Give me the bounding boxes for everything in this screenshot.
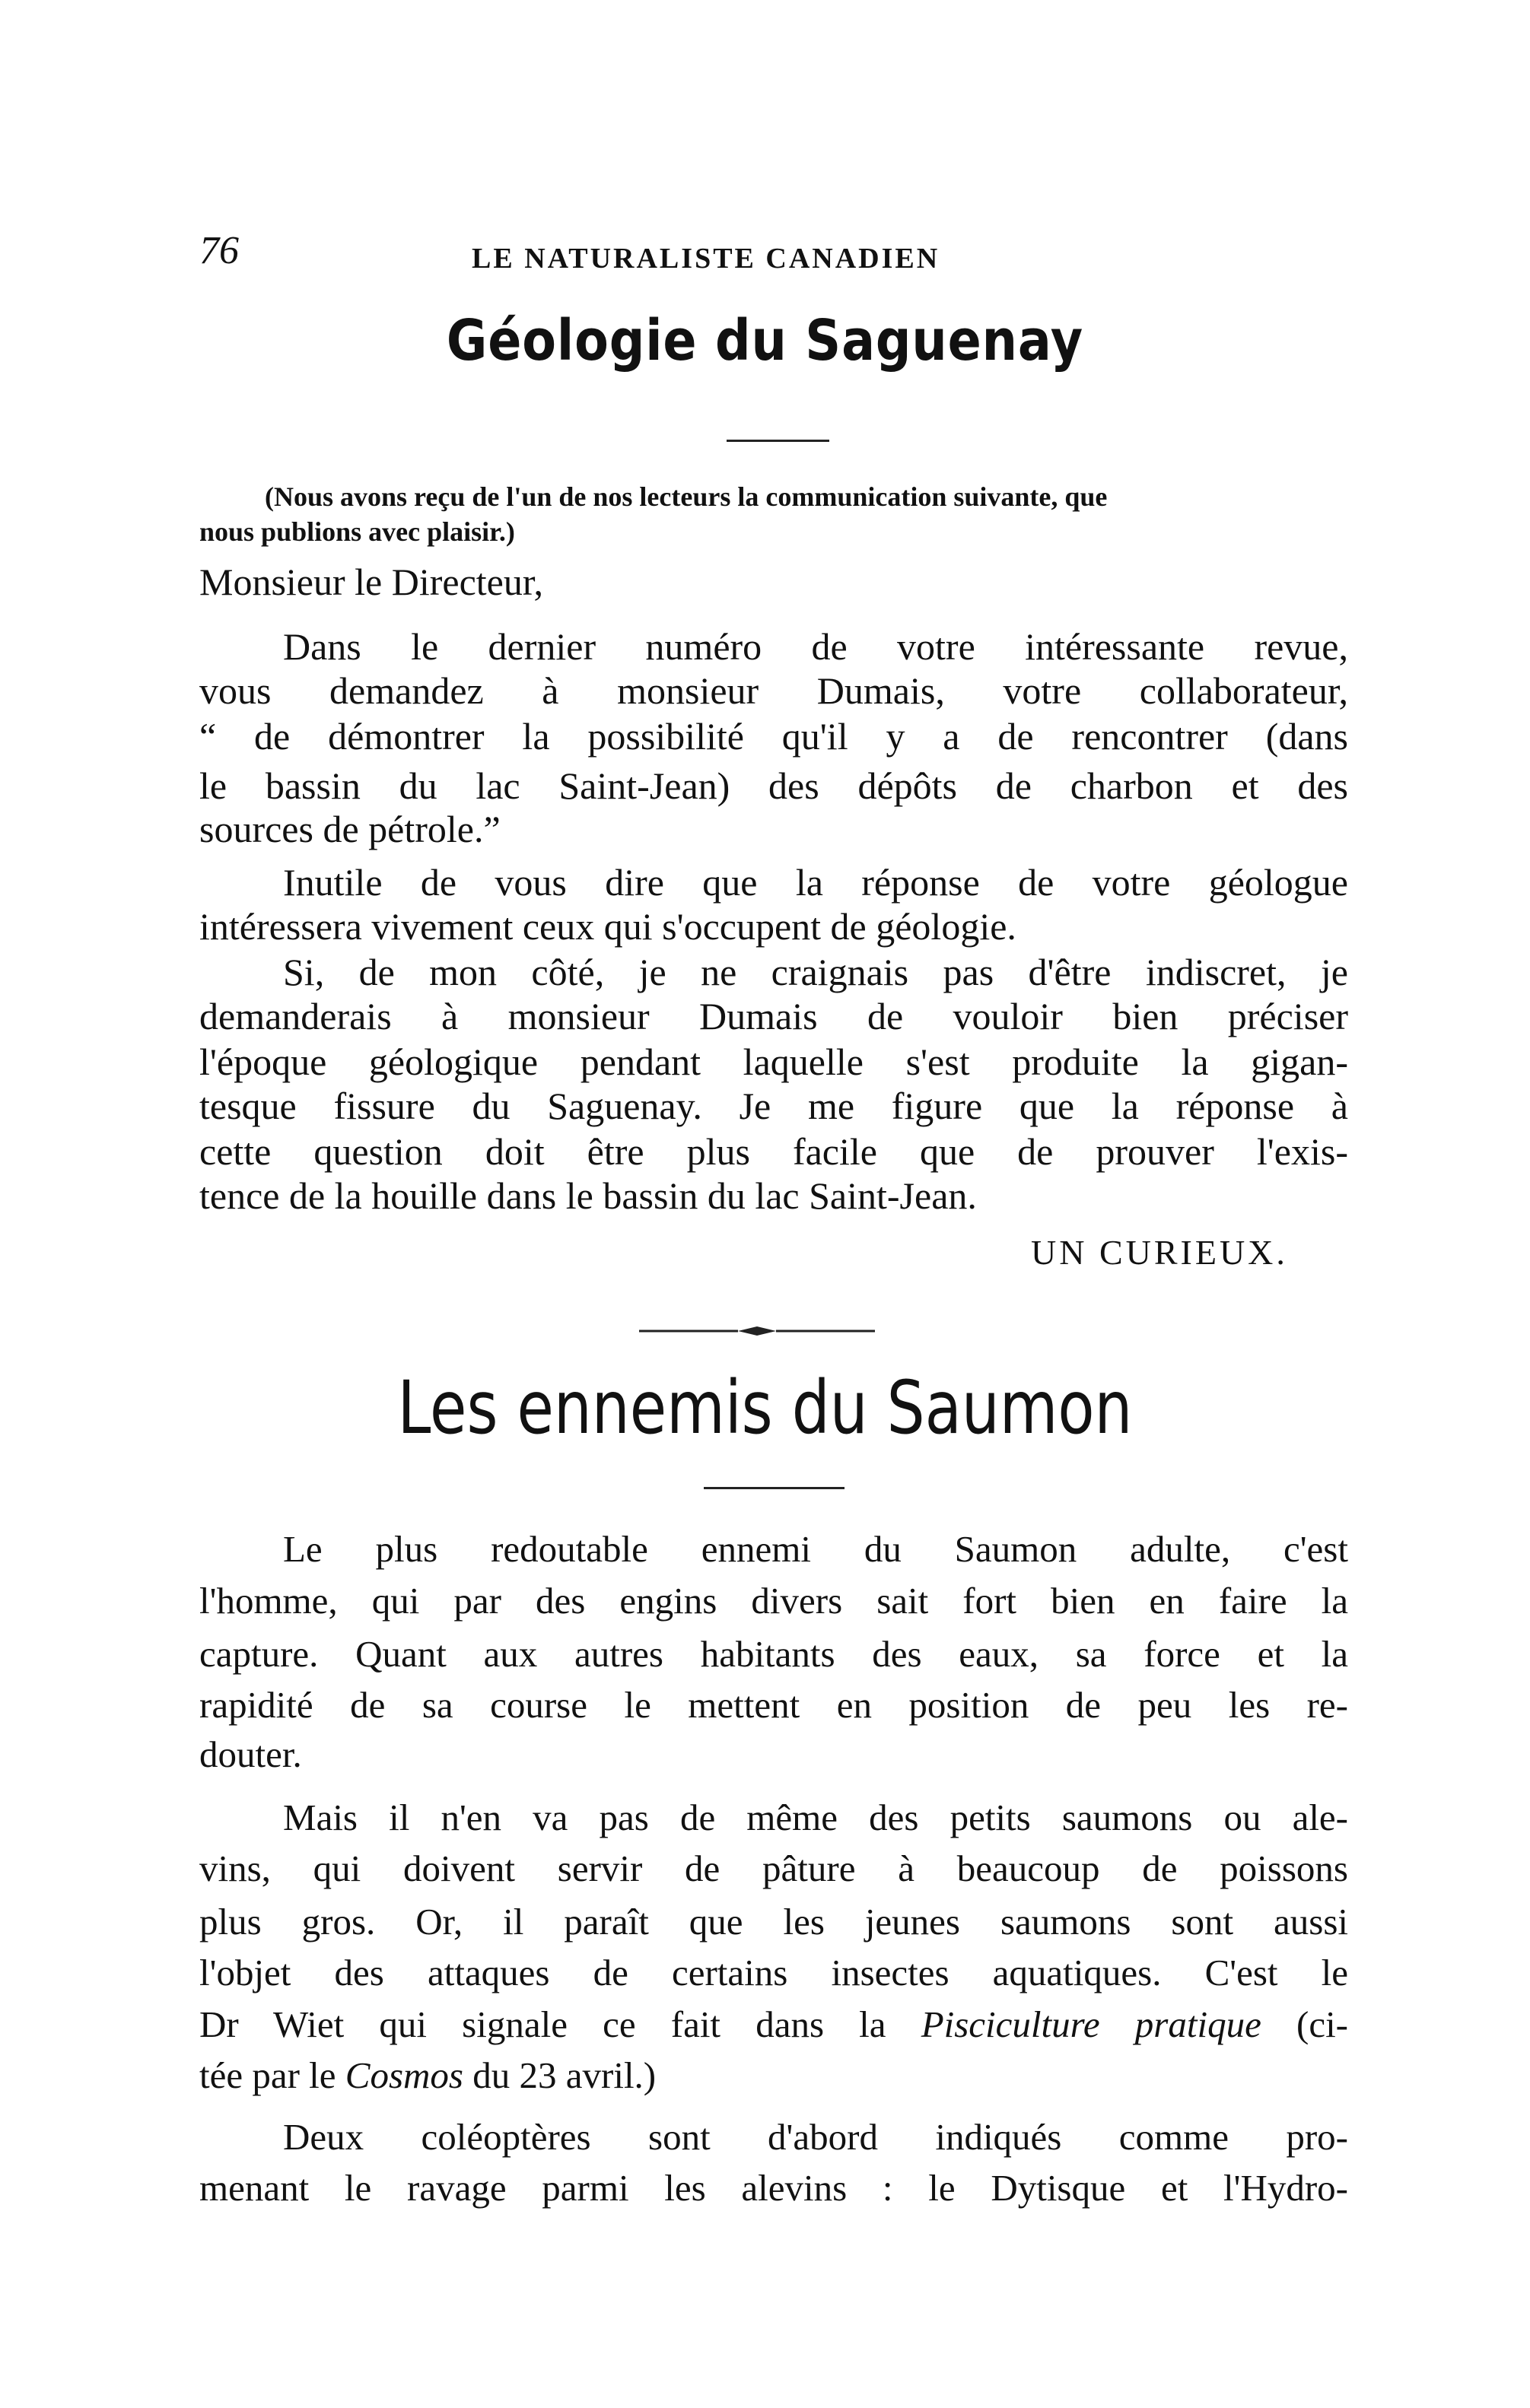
editor-note-line: (Nous avons reçu de l'un de nos lecteurs la communication suivante, que xyxy=(265,481,1108,512)
ornament-divider xyxy=(639,1323,875,1339)
body-line xyxy=(199,2000,1348,2049)
body-line: demanderais à monsieur Dumais de vouloir bien préciser xyxy=(199,995,1348,1037)
body-line: sources de pétrole.” xyxy=(199,808,501,850)
body-line: menant le ravage parmi les alevins : le Dytisque et l'Hydro- xyxy=(199,2167,1348,2209)
body-line: l'homme, qui par des engins divers sait fort bien en faire la xyxy=(199,1580,1348,1622)
text-run: (ci- xyxy=(1261,2003,1348,2045)
body-line: vins, qui doivent servir de pâture à beaucoup de poissons xyxy=(199,1847,1348,1889)
page-number: 76 xyxy=(199,229,239,272)
text-run: du 23 avril.) xyxy=(463,2054,657,2096)
body-line: le bassin du lac Saint-Jean) des dépôts de charbon et des xyxy=(199,764,1348,807)
salutation: Monsieur le Directeur, xyxy=(199,561,544,603)
body-line: Si, de mon côté, je ne craignais pas d'être indiscret, je xyxy=(283,951,1348,993)
signature: UN CURIEUX. xyxy=(1031,1233,1288,1272)
body-line: Le plus redoutable ennemi du Saumon adulte, c'est xyxy=(283,1528,1348,1570)
title-rule xyxy=(727,440,829,442)
body-line: l'époque géologique pendant laquelle s'est produite la gigan- xyxy=(199,1040,1348,1083)
running-head: LE NATURALISTE CANADIEN xyxy=(472,243,940,275)
body-line: tesque fissure du Saguenay. Je me figure que la réponse à xyxy=(199,1085,1348,1127)
body-line: rapidité de sa course le mettent en position de peu les re- xyxy=(199,1684,1348,1726)
article-title-geologie: Géologie du Saguenay xyxy=(446,308,1084,373)
body-line: plus gros. Or, il paraît que les jeunes saumons sont aussi xyxy=(199,1901,1348,1943)
body-line: Dans le dernier numéro de votre intéressante revue, xyxy=(283,625,1348,668)
body-line: cette question doit être plus facile que de prouver l'exis- xyxy=(199,1130,1348,1173)
body-line: Inutile de vous dire que la réponse de votre géologue xyxy=(283,861,1348,904)
italic-title: Pisciculture pratique xyxy=(921,2003,1261,2045)
editor-note-line: nous publions avec plaisir.) xyxy=(199,516,515,547)
body-line: Deux coléoptères sont d'abord indiqués comme pro- xyxy=(283,2116,1348,2158)
body-line: douter. xyxy=(199,1733,302,1775)
body-line: intéressera vivement ceux qui s'occupent de géologie. xyxy=(199,905,1016,948)
article-title-saumon: Les ennemis du Saumon xyxy=(397,1365,1133,1450)
body-line: Mais il n'en va pas de même des petits saumons ou ale- xyxy=(283,1796,1348,1838)
text-run: Dr Wiet qui signale ce fait dans la xyxy=(199,2003,921,2045)
title-rule xyxy=(704,1487,845,1489)
body-line: “ de démontrer la possibilité qu'il y a de rencontrer (dans xyxy=(199,715,1348,758)
text-run: tée par le xyxy=(199,2054,345,2096)
body-line: vous demandez à monsieur Dumais, votre collaborateur, xyxy=(199,669,1348,712)
body-line: tence de la houille dans le bassin du lac Saint-Jean. xyxy=(199,1174,977,1217)
body-line xyxy=(199,2051,1348,2100)
body-line: l'objet des attaques de certains insectes aquatiques. C'est le xyxy=(199,1952,1348,1993)
italic-title: Cosmos xyxy=(345,2054,464,2096)
body-line: capture. Quant aux autres habitants des eaux, sa force et la xyxy=(199,1633,1348,1675)
